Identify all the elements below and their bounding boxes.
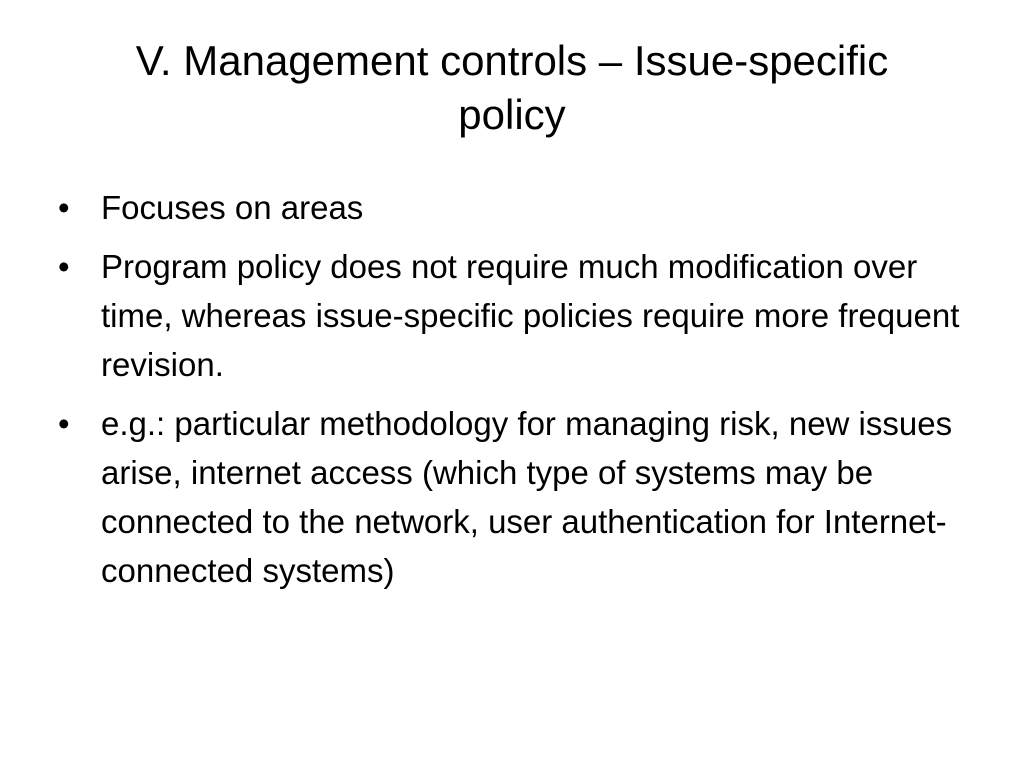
bullet-dot-icon: •: [58, 248, 70, 285]
bullet-text-1: Focuses on areas: [101, 189, 364, 226]
bullet-dot-icon: •: [58, 405, 70, 442]
bullet-list: [56, 183, 976, 605]
bullet-text-2: Program policy does not require much modification over time, whereas issue-specific policies require more frequent revision.: [101, 248, 960, 383]
slide-title: V. Management controls – Issue-specific policy: [135, 37, 889, 138]
bullet-item-1: [56, 183, 976, 232]
bullet-item-2: [56, 242, 976, 389]
bullet-dot-icon: •: [58, 189, 70, 226]
bullet-item-3: [56, 399, 976, 595]
bullet-text-3: e.g.: particular methodology for managing risk, new issues arise, internet access (which type of systems may be connected to the network, user authentication for Internet-connected systems): [101, 405, 953, 589]
